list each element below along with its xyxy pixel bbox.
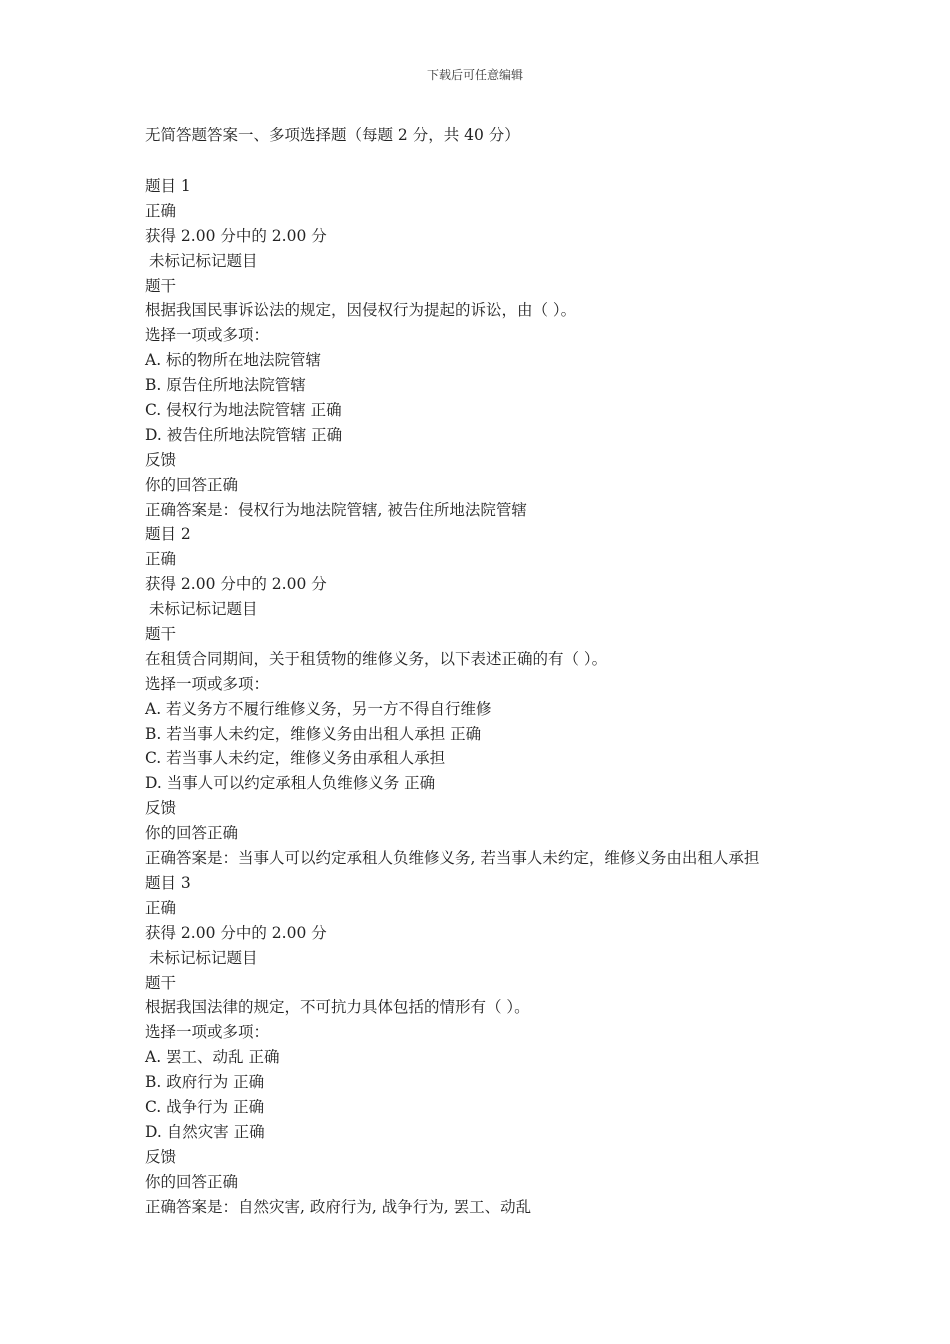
- choose-prompt: 选择一项或多项：: [145, 326, 270, 345]
- question-score: 获得 2.00 分中的 2.00 分: [145, 923, 327, 942]
- option-c[interactable]: C. 若当事人未约定，维修义务由承租人承担: [145, 749, 446, 768]
- choose-prompt: 选择一项或多项：: [145, 1023, 270, 1042]
- feedback-text: 你的回答正确: [145, 475, 239, 494]
- correct-answer: 正确答案是：自然灾害, 政府行为, 战争行为, 罢工、动乱: [145, 1197, 532, 1216]
- feedback-label: 反馈: [145, 450, 177, 469]
- option-d[interactable]: D. 当事人可以约定承租人负维修义务 正确: [145, 774, 436, 793]
- option-b[interactable]: B. 原告住所地法院管辖: [145, 376, 306, 395]
- flag-question-link[interactable]: 未标记标记题目: [149, 600, 258, 619]
- document-title: 无简答题答案一、多项选择题（每题 2 分，共 40 分）: [145, 126, 520, 144]
- question-number: 题目 1: [145, 177, 191, 195]
- question-status: 正确: [145, 898, 177, 917]
- flag-question-link[interactable]: 未标记标记题目: [149, 251, 258, 270]
- stem-label: 题干: [145, 625, 177, 644]
- question-score: 获得 2.00 分中的 2.00 分: [145, 575, 327, 594]
- flag-question-link[interactable]: 未标记标记题目: [149, 948, 258, 967]
- question-list: [145, 174, 935, 1219]
- option-a[interactable]: A. 罢工、动乱 正确: [145, 1048, 280, 1067]
- question-stem: 在租赁合同期间，关于租赁物的维修义务，以下表述正确的有（ ）。: [145, 649, 608, 668]
- question-stem: 根据我国法律的规定，不可抗力具体包括的情形有（ ）。: [145, 998, 530, 1017]
- page-header: 下载后可任意编辑: [426, 68, 523, 82]
- feedback-label: 反馈: [145, 799, 177, 818]
- correct-answer: 正确答案是：侵权行为地法院管辖, 被告住所地法院管辖: [145, 500, 527, 519]
- question-status: 正确: [145, 550, 177, 569]
- feedback-label: 反馈: [145, 1147, 177, 1166]
- option-c[interactable]: C. 侵权行为地法院管辖 正确: [145, 401, 342, 420]
- question-stem: 根据我国民事诉讼法的规定，因侵权行为提起的诉讼，由（ ）。: [145, 301, 577, 320]
- option-a[interactable]: A. 若义务方不履行维修义务，另一方不得自行维修: [145, 699, 492, 718]
- question-number: 题目 2: [145, 525, 191, 544]
- option-d[interactable]: D. 自然灾害 正确: [145, 1122, 265, 1141]
- option-d[interactable]: D. 被告住所地法院管辖 正确: [145, 425, 343, 444]
- option-b[interactable]: B. 政府行为 正确: [145, 1073, 265, 1092]
- correct-answer: 正确答案是：当事人可以约定承租人负维修义务, 若当事人未约定，维修义务由出租人承担: [145, 849, 760, 868]
- feedback-text: 你的回答正确: [145, 1172, 239, 1191]
- stem-label: 题干: [145, 973, 177, 992]
- stem-label: 题干: [145, 276, 177, 295]
- option-a[interactable]: A. 标的物所在地法院管辖: [145, 351, 322, 370]
- question-block: [145, 174, 935, 522]
- option-b[interactable]: B. 若当事人未约定，维修义务由出租人承担 正确: [145, 724, 482, 743]
- question-block: [145, 522, 935, 870]
- question-block: [145, 871, 935, 1219]
- question-status: 正确: [145, 201, 177, 220]
- feedback-text: 你的回答正确: [145, 824, 239, 843]
- question-score: 获得 2.00 分中的 2.00 分: [145, 226, 327, 245]
- choose-prompt: 选择一项或多项：: [145, 674, 270, 693]
- option-c[interactable]: C. 战争行为 正确: [145, 1097, 265, 1116]
- question-number: 题目 3: [145, 873, 191, 892]
